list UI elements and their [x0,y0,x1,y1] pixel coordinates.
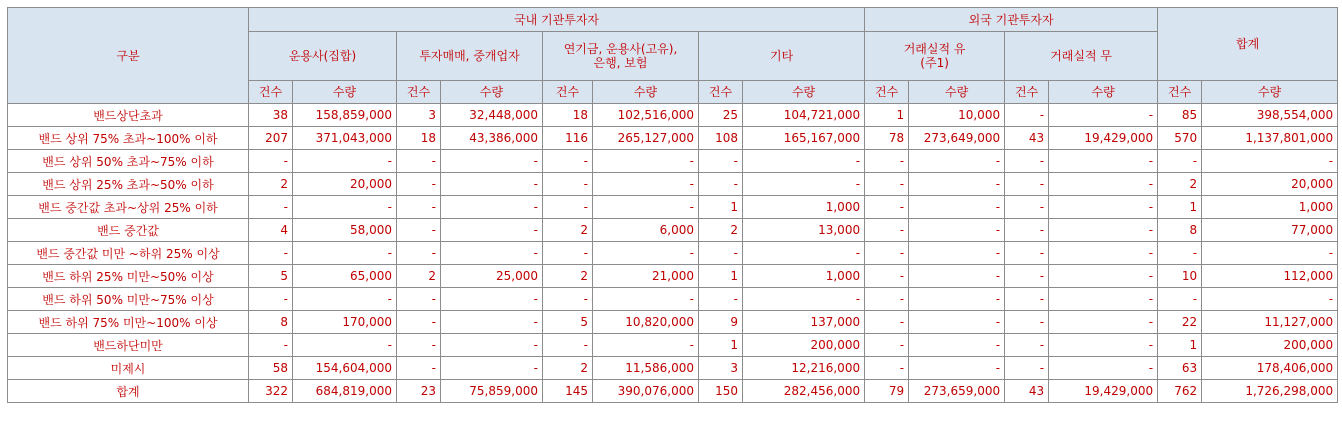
quantity-cell: 32,448,000 [441,104,543,127]
quantity-cell: - [441,334,543,357]
quantity-cell: - [441,173,543,196]
quantity-cell: 371,043,000 [293,127,397,150]
count-cell: 5 [249,265,293,288]
header-investment-brokerage: 투자매매, 중개업자 [397,32,543,81]
row-label: 밴드 상위 50% 초과~75% 이하 [8,150,249,173]
quantity-cell: - [743,173,865,196]
quantity-cell: - [593,288,699,311]
count-cell: 3 [699,357,743,380]
quantity-cell: 158,859,000 [293,104,397,127]
quantity-cell: - [743,242,865,265]
quantity-cell: - [743,150,865,173]
count-cell: - [397,357,441,380]
header-trade-yes-line2: (주1) [920,56,949,70]
quantity-cell: 1,000 [743,196,865,219]
count-cell: 116 [543,127,593,150]
count-cell: 108 [699,127,743,150]
count-cell: 85 [1158,104,1202,127]
count-cell: - [397,288,441,311]
quantity-cell: 178,406,000 [1202,357,1338,380]
header-count: 건수 [543,81,593,104]
quantity-cell: - [909,196,1005,219]
count-cell: - [1158,288,1202,311]
quantity-cell: - [909,173,1005,196]
count-cell: 79 [865,380,909,403]
count-cell: - [397,242,441,265]
count-cell: 8 [1158,219,1202,242]
count-cell: - [397,173,441,196]
count-cell: - [543,196,593,219]
quantity-cell: 77,000 [1202,219,1338,242]
header-foreign: 외국 기관투자자 [865,8,1158,32]
header-asset-mgmt-collective: 운용사(집합) [249,32,397,81]
count-cell: - [865,242,909,265]
count-cell: - [1005,311,1049,334]
count-cell: - [699,242,743,265]
header-trade-no: 거래실적 무 [1005,32,1158,81]
header-quantity: 수량 [441,81,543,104]
quantity-cell: - [441,288,543,311]
header-count: 건수 [1158,81,1202,104]
quantity-cell: 10,820,000 [593,311,699,334]
count-cell: 1 [865,104,909,127]
quantity-cell: 20,000 [293,173,397,196]
count-cell: 2 [249,173,293,196]
count-cell: - [1005,357,1049,380]
table-row [8,242,1338,265]
quantity-cell: - [441,219,543,242]
count-cell: 2 [543,265,593,288]
header-trade-yes-line1: 거래실적 유 [903,42,966,56]
header-pension-line1: 연기금, 운용사(고유), [563,42,678,56]
count-cell: - [543,173,593,196]
table-row [8,334,1338,357]
quantity-cell: - [1202,242,1338,265]
count-cell: 9 [699,311,743,334]
quantity-cell: - [909,311,1005,334]
row-label: 밴드 중간값 초과~상위 25% 이하 [8,196,249,219]
quantity-cell: 43,386,000 [441,127,543,150]
table-row [8,265,1338,288]
count-cell: 207 [249,127,293,150]
count-cell: 5 [543,311,593,334]
table-row [8,173,1338,196]
quantity-cell: 273,649,000 [909,127,1005,150]
count-cell: - [397,196,441,219]
header-quantity: 수량 [293,81,397,104]
count-cell: - [699,288,743,311]
row-label: 밴드하단미만 [8,334,249,357]
quantity-cell: 265,127,000 [593,127,699,150]
count-cell: - [249,196,293,219]
count-cell: - [397,311,441,334]
count-cell: - [1005,334,1049,357]
quantity-cell: 1,000 [743,265,865,288]
quantity-cell: 12,216,000 [743,357,865,380]
count-cell: - [249,334,293,357]
quantity-cell: 200,000 [1202,334,1338,357]
quantity-cell: - [293,150,397,173]
quantity-cell: - [743,288,865,311]
table-row [8,311,1338,334]
header-count: 건수 [699,81,743,104]
count-cell: - [865,150,909,173]
header-total: 합계 [1158,8,1338,81]
count-cell: - [249,288,293,311]
count-cell: 2 [543,219,593,242]
row-label: 밴드상단초과 [8,104,249,127]
count-cell: 145 [543,380,593,403]
count-cell: - [1005,104,1049,127]
row-label: 합계 [8,380,249,403]
quantity-cell: 102,516,000 [593,104,699,127]
header-count: 건수 [865,81,909,104]
count-cell: - [397,219,441,242]
quantity-cell: 1,726,298,000 [1202,380,1338,403]
table-row [8,219,1338,242]
quantity-cell: - [1049,288,1158,311]
quantity-cell: - [909,265,1005,288]
quantity-cell: 58,000 [293,219,397,242]
table-row [8,104,1338,127]
count-cell: - [865,288,909,311]
quantity-cell: - [1049,173,1158,196]
count-cell: - [865,311,909,334]
count-cell: - [699,173,743,196]
quantity-cell: - [909,288,1005,311]
count-cell: - [1005,242,1049,265]
quantity-cell: - [593,150,699,173]
quantity-cell: - [593,173,699,196]
count-cell: - [865,196,909,219]
quantity-cell: - [441,357,543,380]
count-cell: - [1158,242,1202,265]
count-cell: - [1005,288,1049,311]
count-cell: - [1005,219,1049,242]
count-cell: 1 [699,265,743,288]
table-row [8,288,1338,311]
count-cell: 78 [865,127,909,150]
row-label: 밴드 중간값 미만 ~하위 25% 이상 [8,242,249,265]
count-cell: - [543,242,593,265]
count-cell: - [1005,173,1049,196]
table-row [8,150,1338,173]
count-cell: - [1005,265,1049,288]
row-label: 밴드 상위 25% 초과~50% 이하 [8,173,249,196]
count-cell: 18 [543,104,593,127]
row-label: 밴드 하위 25% 미만~50% 이상 [8,265,249,288]
row-label: 밴드 하위 75% 미만~100% 이상 [8,311,249,334]
header-category: 구분 [8,8,249,104]
count-cell: - [543,334,593,357]
quantity-cell: 104,721,000 [743,104,865,127]
quantity-cell: 11,127,000 [1202,311,1338,334]
quantity-cell: - [1049,357,1158,380]
quantity-cell: - [593,196,699,219]
count-cell: 2 [1158,173,1202,196]
count-cell: - [865,357,909,380]
quantity-cell: 19,429,000 [1049,380,1158,403]
count-cell: - [249,242,293,265]
quantity-cell: 273,659,000 [909,380,1005,403]
count-cell: - [249,150,293,173]
quantity-cell: - [1049,265,1158,288]
quantity-cell: 6,000 [593,219,699,242]
header-quantity: 수량 [593,81,699,104]
table-row [8,357,1338,380]
quantity-cell: - [441,311,543,334]
quantity-cell: 10,000 [909,104,1005,127]
count-cell: 2 [543,357,593,380]
quantity-cell: - [909,357,1005,380]
quantity-cell: - [293,196,397,219]
header-count: 건수 [1005,81,1049,104]
header-trade-yes [865,32,1005,81]
header-quantity: 수량 [743,81,865,104]
count-cell: 150 [699,380,743,403]
header-count: 건수 [249,81,293,104]
quantity-cell: 137,000 [743,311,865,334]
count-cell: - [865,265,909,288]
quantity-cell: 13,000 [743,219,865,242]
quantity-cell: 65,000 [293,265,397,288]
row-label: 밴드 상위 75% 초과~100% 이하 [8,127,249,150]
quantity-cell: - [441,242,543,265]
count-cell: - [1005,196,1049,219]
row-label: 밴드 중간값 [8,219,249,242]
count-cell: 1 [1158,196,1202,219]
count-cell: - [543,150,593,173]
table-row [8,380,1338,403]
quantity-cell: - [909,150,1005,173]
quantity-cell: - [593,242,699,265]
header-pension [543,32,699,81]
count-cell: - [543,288,593,311]
table-row [8,127,1338,150]
count-cell: 2 [397,265,441,288]
quantity-cell: - [1049,104,1158,127]
header-other: 기타 [699,32,865,81]
count-cell: - [699,150,743,173]
quantity-cell: 398,554,000 [1202,104,1338,127]
count-cell: 18 [397,127,441,150]
count-cell: 1 [699,196,743,219]
header-quantity: 수량 [1049,81,1158,104]
count-cell: - [865,334,909,357]
count-cell: 23 [397,380,441,403]
quantity-cell: - [593,334,699,357]
count-cell: - [1158,150,1202,173]
quantity-cell: 75,859,000 [441,380,543,403]
quantity-cell: 165,167,000 [743,127,865,150]
quantity-cell: 11,586,000 [593,357,699,380]
header-domestic: 국내 기관투자자 [249,8,865,32]
count-cell: 570 [1158,127,1202,150]
quantity-cell: - [441,150,543,173]
table-row [8,196,1338,219]
quantity-cell: 684,819,000 [293,380,397,403]
quantity-cell: - [441,196,543,219]
quantity-cell: - [293,242,397,265]
count-cell: 22 [1158,311,1202,334]
quantity-cell: - [293,288,397,311]
row-label: 미제시 [8,357,249,380]
count-cell: 58 [249,357,293,380]
quantity-cell: - [909,334,1005,357]
count-cell: - [397,334,441,357]
quantity-cell: - [1049,242,1158,265]
count-cell: 38 [249,104,293,127]
count-cell: 322 [249,380,293,403]
count-cell: - [865,173,909,196]
count-cell: 25 [699,104,743,127]
quantity-cell: - [1202,288,1338,311]
quantity-cell: 282,456,000 [743,380,865,403]
quantity-cell: - [909,219,1005,242]
quantity-cell: 19,429,000 [1049,127,1158,150]
header-pension-line2: 은행, 보험 [593,56,648,70]
header-count: 건수 [397,81,441,104]
count-cell: 10 [1158,265,1202,288]
count-cell: 762 [1158,380,1202,403]
table-body [8,104,1338,403]
quantity-cell: 390,076,000 [593,380,699,403]
quantity-cell: - [1049,219,1158,242]
quantity-cell: - [1049,196,1158,219]
quantity-cell: - [1049,311,1158,334]
count-cell: - [1005,150,1049,173]
count-cell: 3 [397,104,441,127]
count-cell: 1 [699,334,743,357]
quantity-cell: - [1049,334,1158,357]
count-cell: - [397,150,441,173]
quantity-cell: 1,000 [1202,196,1338,219]
header-quantity: 수량 [1202,81,1338,104]
allocation-table [7,7,1338,403]
quantity-cell: 170,000 [293,311,397,334]
count-cell: 1 [1158,334,1202,357]
quantity-cell: 200,000 [743,334,865,357]
quantity-cell: - [909,242,1005,265]
quantity-cell: 25,000 [441,265,543,288]
quantity-cell: 154,604,000 [293,357,397,380]
count-cell: 43 [1005,380,1049,403]
quantity-cell: - [1202,150,1338,173]
count-cell: 43 [1005,127,1049,150]
count-cell: - [865,219,909,242]
quantity-cell: - [293,334,397,357]
row-label: 밴드 하위 50% 미만~75% 이상 [8,288,249,311]
quantity-cell: - [1049,150,1158,173]
quantity-cell: 20,000 [1202,173,1338,196]
quantity-cell: 112,000 [1202,265,1338,288]
count-cell: 2 [699,219,743,242]
count-cell: 8 [249,311,293,334]
header-quantity: 수량 [909,81,1005,104]
count-cell: 63 [1158,357,1202,380]
quantity-cell: 21,000 [593,265,699,288]
quantity-cell: 1,137,801,000 [1202,127,1338,150]
count-cell: 4 [249,219,293,242]
